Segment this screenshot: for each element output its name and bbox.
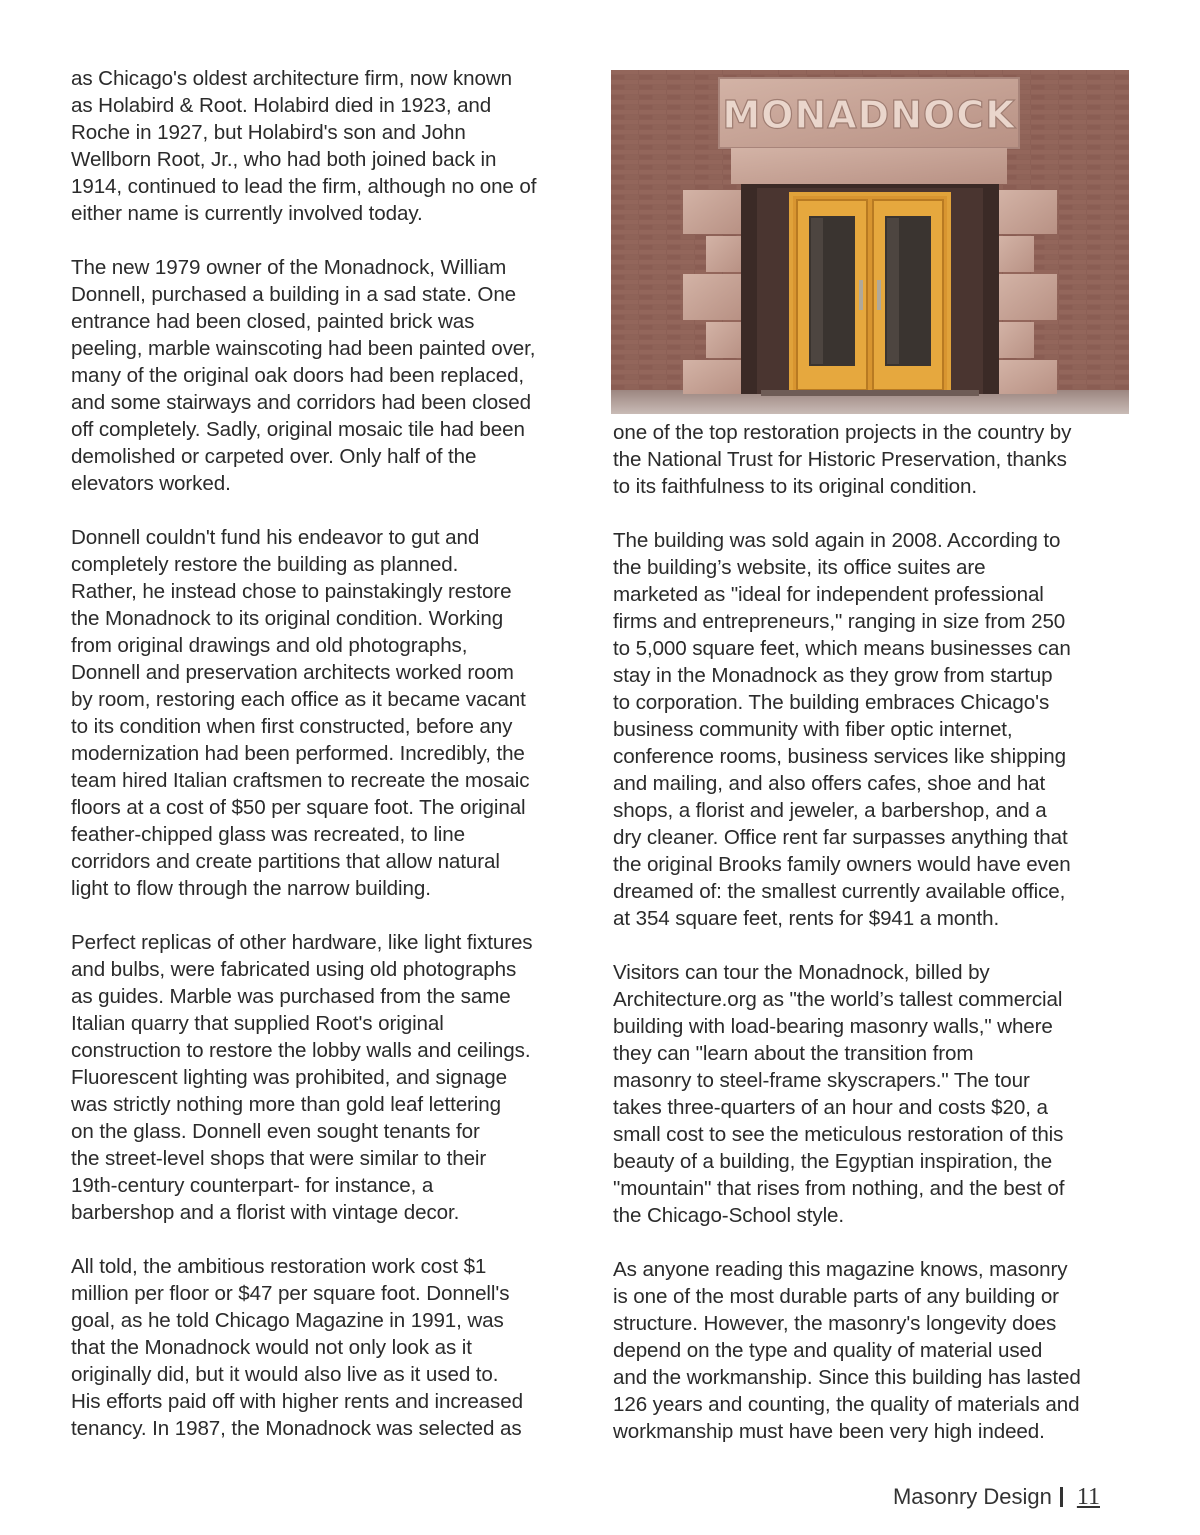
text-line: the building’s website, its office suites are bbox=[613, 556, 986, 579]
text-line: they can "learn about the transition from bbox=[613, 1042, 974, 1065]
text-line: the street-level shops that were similar to their bbox=[71, 1147, 487, 1170]
text-line: by room, restoring each office as it became vacant bbox=[71, 688, 526, 711]
text-line: masonry to steel-frame skyscrapers." The tour bbox=[613, 1069, 1030, 1092]
paragraph bbox=[613, 527, 1153, 932]
text-line: completely restore the building as planned. bbox=[71, 553, 459, 576]
text-line: Donnell and preservation architects worked room bbox=[71, 661, 514, 684]
text-line: the Monadnock to its original condition. Working bbox=[71, 607, 504, 630]
text-line: million per floor or $47 per square foot. Donnell's bbox=[71, 1282, 510, 1305]
text-line: "mountain" that rises from nothing, and the best of bbox=[613, 1177, 1065, 1200]
text-line: the National Trust for Historic Preservation, thanks bbox=[613, 448, 1067, 471]
text-line: on the glass. Donnell even sought tenants for bbox=[71, 1120, 480, 1143]
text-line: as Holabird & Root. Holabird died in 1923, and bbox=[71, 94, 492, 117]
text-line: the Chicago-School style. bbox=[613, 1204, 845, 1227]
text-line: The building was sold again in 2008. According to bbox=[613, 529, 1061, 552]
page-footer bbox=[893, 1484, 1100, 1511]
monadnock-entrance-photo bbox=[611, 70, 1129, 414]
text-line: Architecture.org as "the world’s tallest commercial bbox=[613, 988, 1063, 1011]
text-line: modernization had been performed. Incredibly, the bbox=[71, 742, 525, 765]
text-line: 19th-century counterpart- for instance, a bbox=[71, 1174, 434, 1197]
text-line: team hired Italian craftsmen to recreate the mosaic bbox=[71, 769, 530, 792]
text-line: stay in the Monadnock as they grow from startup bbox=[613, 664, 1053, 687]
paragraph-gap bbox=[71, 227, 611, 254]
paragraph-gap bbox=[613, 500, 1153, 527]
text-line: tenancy. In 1987, the Monadnock was selected as bbox=[71, 1417, 522, 1440]
text-line: originally did, but it would also live as it used to. bbox=[71, 1363, 499, 1386]
text-line: that the Monadnock would not only look as it bbox=[71, 1336, 472, 1359]
text-line: building with load-bearing masonry walls," where bbox=[613, 1015, 1053, 1038]
text-line: elevators worked. bbox=[71, 472, 231, 495]
text-line: takes three-quarters of an hour and costs $20, a bbox=[613, 1096, 1048, 1119]
text-line: firms and entrepreneurs," ranging in size from 250 bbox=[613, 610, 1066, 633]
text-line: Donnell couldn't fund his endeavor to gut and bbox=[71, 526, 480, 549]
text-line: Italian quarry that supplied Root's original bbox=[71, 1012, 444, 1035]
text-line: 1914, continued to lead the firm, although no one of bbox=[71, 175, 537, 198]
text-line: His efforts paid off with higher rents and increased bbox=[71, 1390, 523, 1413]
text-line: and bulbs, were fabricated using old photographs bbox=[71, 958, 517, 981]
text-line: All told, the ambitious restoration work cost $1 bbox=[71, 1255, 487, 1278]
text-line: as Chicago's oldest architecture firm, now known bbox=[71, 67, 512, 90]
paragraph bbox=[613, 1256, 1153, 1445]
text-line: feather-chipped glass was recreated, to line bbox=[71, 823, 465, 846]
paragraph-gap bbox=[71, 902, 611, 929]
text-line: from original drawings and old photographs, bbox=[71, 634, 468, 657]
text-line: barbershop and a florist with vintage decor. bbox=[71, 1201, 460, 1224]
text-line: to its condition when first constructed, before any bbox=[71, 715, 513, 738]
paragraph bbox=[71, 929, 611, 1226]
paragraph-gap bbox=[71, 1226, 611, 1253]
right-column bbox=[613, 419, 1153, 1445]
text-line: Donnell, purchased a building in a sad state. One bbox=[71, 283, 517, 306]
paragraph-gap bbox=[71, 497, 611, 524]
text-line: and some stairways and corridors had been closed bbox=[71, 391, 531, 414]
text-line: the original Brooks family owners would have even bbox=[613, 853, 1071, 876]
text-line: depend on the type and quality of material used bbox=[613, 1339, 1043, 1362]
text-line: The new 1979 owner of the Monadnock, William bbox=[71, 256, 507, 279]
footer-divider bbox=[1060, 1487, 1063, 1507]
text-line: conference rooms, business services like shipping bbox=[613, 745, 1066, 768]
text-line: and the workmanship. Since this building has lasted bbox=[613, 1366, 1081, 1389]
magazine-name: Masonry Design bbox=[892, 1484, 1052, 1509]
paragraph bbox=[613, 959, 1153, 1229]
paragraph bbox=[613, 419, 1153, 500]
left-column bbox=[71, 65, 611, 1442]
paragraph bbox=[71, 65, 611, 227]
text-line: Perfect replicas of other hardware, like light fixtures bbox=[71, 931, 533, 954]
text-line: to corporation. The building embraces Chicago's bbox=[613, 691, 1050, 714]
text-line: business community with fiber optic internet, bbox=[613, 718, 1013, 741]
text-line: many of the original oak doors had been replaced, bbox=[71, 364, 525, 387]
text-line: corridors and create partitions that allow natural bbox=[71, 850, 500, 873]
text-line: Rather, he instead chose to painstakingly restore bbox=[71, 580, 512, 603]
text-line: floors at a cost of $50 per square foot. The original bbox=[71, 796, 526, 819]
text-line: is one of the most durable parts of any building or bbox=[613, 1285, 1059, 1308]
paragraph bbox=[71, 524, 611, 902]
paragraph-gap bbox=[613, 932, 1153, 959]
text-line: Fluorescent lighting was prohibited, and signage bbox=[71, 1066, 507, 1089]
page-number: 11 bbox=[1076, 1484, 1100, 1510]
text-line: workmanship must have been very high indeed. bbox=[613, 1420, 1045, 1443]
text-line: Visitors can tour the Monadnock, billed by bbox=[613, 961, 990, 984]
text-line: to 5,000 square feet, which means businesses can bbox=[613, 637, 1071, 660]
text-line: off completely. Sadly, original mosaic tile had been bbox=[71, 418, 525, 441]
text-line: small cost to see the meticulous restoration of this bbox=[613, 1123, 1064, 1146]
text-line: to its faithfulness to its original condition. bbox=[613, 475, 977, 498]
text-line: was strictly nothing more than gold leaf lettering bbox=[71, 1093, 501, 1116]
text-line: entrance had been closed, painted brick was bbox=[71, 310, 475, 333]
paragraph bbox=[71, 254, 611, 497]
text-line: either name is currently involved today. bbox=[71, 202, 423, 225]
text-line: one of the top restoration projects in the country by bbox=[613, 421, 1072, 444]
text-line: 126 years and counting, the quality of materials and bbox=[613, 1393, 1080, 1416]
text-line: as guides. Marble was purchased from the same bbox=[71, 985, 511, 1008]
text-line: shops, a florist and jeweler, a barbershop, and a bbox=[613, 799, 1047, 822]
text-line: structure. However, the masonry's longevity does bbox=[613, 1312, 1057, 1335]
paragraph-gap bbox=[613, 1229, 1153, 1256]
text-line: As anyone reading this magazine knows, masonry bbox=[613, 1258, 1068, 1281]
text-line: Wellborn Root, Jr., who had both joined back in bbox=[71, 148, 497, 171]
text-line: construction to restore the lobby walls and ceilings. bbox=[71, 1039, 531, 1062]
text-line: and mailing, and also offers cafes, shoe and hat bbox=[613, 772, 1046, 795]
paragraph bbox=[71, 1253, 611, 1442]
building-entrance-photo-icon bbox=[611, 70, 1129, 414]
text-line: peeling, marble wainscoting had been painted over, bbox=[71, 337, 536, 360]
text-line: beauty of a building, the Egyptian inspiration, the bbox=[613, 1150, 1053, 1173]
text-line: Roche in 1927, but Holabird's son and John bbox=[71, 121, 466, 144]
text-line: light to flow through the narrow building. bbox=[71, 877, 431, 900]
text-line: dry cleaner. Office rent far surpasses anything that bbox=[613, 826, 1068, 849]
text-line: demolished or carpeted over. Only half of the bbox=[71, 445, 477, 468]
text-line: goal, as he told Chicago Magazine in 1991, was bbox=[71, 1309, 504, 1332]
text-line: marketed as "ideal for independent professional bbox=[613, 583, 1044, 606]
sign-lettering: MONADNOCK bbox=[722, 93, 1016, 137]
text-line: at 354 square feet, rents for $941 a month. bbox=[613, 907, 1000, 930]
text-line: dreamed of: the smallest currently available office, bbox=[613, 880, 1066, 903]
